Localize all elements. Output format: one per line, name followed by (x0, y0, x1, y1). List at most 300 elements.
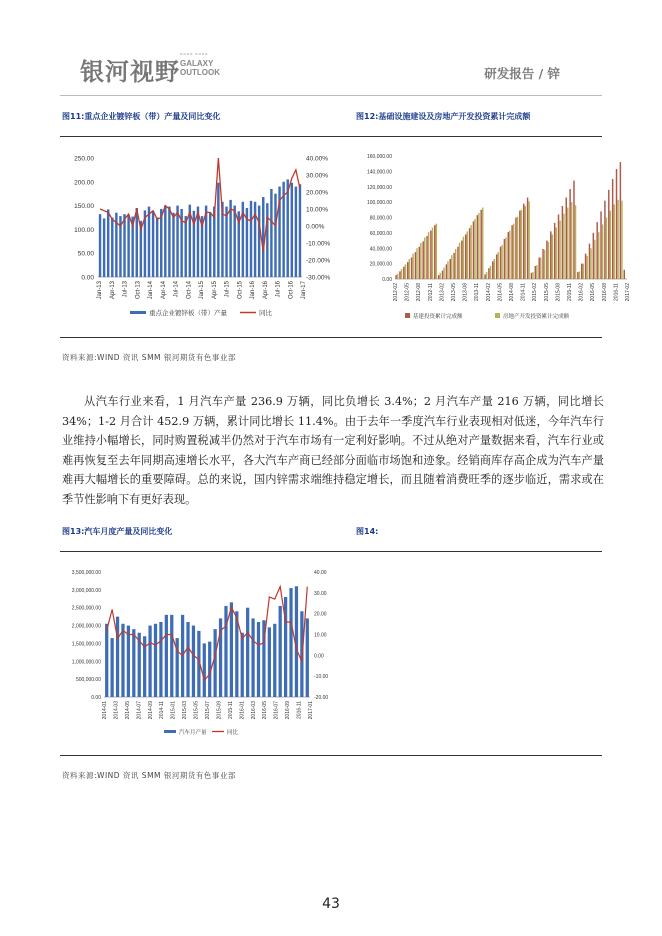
bar-real-estate (548, 242, 549, 279)
logo-en-line2: OUTLOOK (180, 68, 220, 77)
bar-real-estate (420, 243, 421, 279)
x-tick-label: Oct-15 (237, 281, 244, 300)
galaxy-outlook-logo (80, 52, 220, 87)
x-tick-label: 2016-07 (273, 701, 280, 720)
bar (230, 602, 233, 697)
bar (251, 618, 254, 697)
y-left-tick-label: 100.00 (74, 226, 94, 234)
bar (184, 216, 186, 277)
x-tick-label: 2015-03 (182, 701, 189, 720)
bar (136, 208, 138, 277)
y-right-tick-label: 20.00% (306, 189, 329, 197)
bar-real-estate (497, 252, 498, 279)
x-tick-label: Apr-14 (160, 281, 167, 300)
bar (217, 183, 219, 277)
bar-real-estate (401, 269, 402, 279)
bar-infrastructure (434, 225, 435, 279)
bar (121, 624, 124, 697)
y-left-tick-label: 1,000,000.00 (71, 659, 101, 666)
legend-label: 同比 (227, 730, 239, 736)
y-tick-label: 100,000.00 (366, 200, 392, 207)
bar (123, 214, 125, 277)
bar-infrastructure (508, 232, 509, 279)
fig-top-rule-1 (60, 136, 602, 137)
bar-infrastructure (535, 266, 536, 279)
bar-infrastructure (473, 221, 474, 279)
bar-real-estate (590, 248, 591, 279)
bar-infrastructure (527, 198, 528, 279)
bar-infrastructure (480, 210, 481, 279)
x-tick-label: 2016-11 (296, 701, 303, 719)
y-left-tick-label: 3,000,000.00 (71, 587, 101, 594)
bar-infrastructure (612, 179, 613, 279)
bar-real-estate (505, 237, 506, 279)
bar (186, 622, 189, 697)
y-right-tick-label: 0.00% (306, 223, 325, 231)
bar-infrastructure (450, 259, 451, 279)
bar-real-estate (513, 224, 514, 279)
x-tick-label: 2017-01 (308, 701, 314, 720)
bar (105, 624, 108, 697)
legend-label: 重点企业镀锌板（带）产量 (149, 310, 227, 317)
y-left-tick-label: 2,500,000.00 (71, 605, 101, 612)
bar-infrastructure (604, 201, 605, 279)
bar-infrastructure (504, 239, 505, 279)
bar-real-estate (501, 245, 502, 279)
y-right-tick-label: -20.00 (314, 695, 329, 701)
bar-infrastructure (589, 244, 590, 279)
fig-bottom-rule-2 (60, 755, 602, 756)
bar-infrastructure (453, 253, 454, 279)
x-tick-label: Jan-14 (148, 281, 154, 300)
bar-real-estate (563, 214, 564, 279)
bar (111, 638, 114, 697)
bar (279, 606, 282, 697)
legend-swatch-bar (130, 311, 146, 314)
bar (107, 209, 109, 277)
bar (168, 207, 170, 277)
x-tick-label: 2015-05 (543, 283, 550, 302)
legend-swatch-infrastructure (405, 313, 410, 318)
y-left-tick-label: 50.00 (77, 250, 94, 258)
bar-infrastructure (403, 267, 404, 279)
x-tick-label: Jan-13 (97, 281, 103, 300)
bar-real-estate (521, 210, 522, 279)
report-type: 研发报告 / 锌 (484, 66, 560, 81)
x-tick-label: 2014-11 (520, 283, 527, 301)
bar-infrastructure (616, 169, 617, 279)
fig13-title: 图13:汽车月度产量及同比变化 (62, 527, 173, 536)
y-right-tick-label: 10.00% (306, 206, 329, 214)
bar-real-estate (617, 200, 618, 279)
bar-infrastructure (407, 262, 408, 279)
bar-real-estate (552, 234, 553, 279)
x-tick-label: 2012-08 (416, 283, 423, 302)
header-divider (60, 95, 602, 96)
y-tick-label: 140,000.00 (366, 169, 392, 176)
bar (268, 627, 271, 697)
y-left-tick-label: 1,500,000.00 (71, 641, 101, 648)
x-tick-label: 2016-05 (262, 701, 269, 720)
bar-infrastructure (566, 198, 567, 279)
bar (250, 201, 252, 277)
bar (266, 203, 268, 277)
bar (306, 618, 309, 697)
bar-real-estate (610, 211, 611, 279)
bar (156, 218, 158, 278)
bar (274, 194, 276, 277)
bar-real-estate (567, 208, 568, 279)
bar-infrastructure (426, 236, 427, 279)
bar-real-estate (412, 254, 413, 279)
logo-en-line1: GALAXY (180, 59, 214, 68)
x-tick-label: 2016-03 (250, 701, 257, 720)
y-right-tick-label: -20.00% (306, 257, 331, 265)
bar-infrastructure (620, 162, 621, 279)
bar-infrastructure (554, 223, 555, 279)
bar (257, 622, 260, 697)
x-tick-label: Jul-15 (224, 281, 231, 298)
bar-infrastructure (438, 275, 439, 279)
x-tick-label: 2015-05 (193, 701, 200, 720)
bar (99, 214, 101, 277)
bar (224, 606, 227, 697)
bar-real-estate (621, 201, 622, 279)
bar-infrastructure (523, 204, 524, 279)
bar-infrastructure (492, 261, 493, 279)
x-tick-label: 2012-02 (393, 283, 399, 302)
bar-real-estate (544, 250, 545, 279)
bar-real-estate (463, 237, 464, 279)
y-right-tick-label: 10.00 (314, 632, 327, 639)
bar-infrastructure (511, 225, 512, 279)
x-tick-label: Jan-15 (199, 281, 205, 300)
bar-infrastructure (624, 270, 625, 279)
bar (270, 189, 272, 277)
bar-infrastructure (465, 234, 466, 279)
bar-real-estate (447, 261, 448, 279)
bar (258, 206, 260, 277)
x-tick-label: 2014-08 (509, 283, 515, 302)
bar-real-estate (583, 264, 584, 279)
bar-infrastructure (515, 218, 516, 280)
bar-real-estate (467, 231, 468, 279)
bar-real-estate (397, 274, 398, 279)
bar (192, 626, 195, 697)
bar-real-estate (579, 271, 580, 279)
bar-infrastructure (469, 228, 470, 279)
x-tick-label: Oct-16 (288, 281, 295, 300)
yoy-line (107, 587, 308, 681)
bar-real-estate (474, 219, 475, 279)
x-tick-label: 2015-09 (216, 701, 223, 720)
x-tick-label: 2017-02 (625, 283, 631, 302)
x-tick-label: 2014-11 (159, 701, 166, 719)
y-right-tick-label: 30.00% (306, 172, 329, 180)
x-tick-label: Oct-13 (135, 281, 142, 300)
fig11-title: 图11:重点企业镀锌板（带）产量及同比变化 (62, 112, 221, 121)
x-tick-label: 2016-05 (590, 283, 597, 302)
x-tick-label: 2015-02 (532, 283, 539, 302)
bar-real-estate (436, 224, 437, 279)
bar (233, 206, 235, 277)
bar-real-estate (416, 248, 417, 279)
x-tick-label: Jan-17 (301, 281, 307, 300)
bar-real-estate (478, 213, 479, 279)
bar-infrastructure (593, 233, 594, 279)
x-tick-label: 2016-11 (613, 283, 620, 301)
bar (246, 608, 249, 697)
bar-real-estate (459, 243, 460, 279)
legend-label: 同比 (259, 310, 272, 317)
y-left-tick-label: 0.00 (81, 274, 94, 282)
bar (154, 624, 157, 697)
y-right-tick-label: 40.00 (314, 570, 327, 576)
y-left-tick-label: 2,000,000.00 (71, 623, 101, 630)
bar-real-estate (594, 240, 595, 279)
bar-real-estate (555, 227, 556, 279)
bar (176, 206, 178, 277)
bar-infrastructure (415, 252, 416, 279)
x-tick-label: Apr-16 (262, 281, 269, 300)
bar-infrastructure (608, 190, 609, 279)
chart-fig11-galvanized-sheet (60, 148, 350, 328)
source-note-2: 资料来源:WIND 资讯 SMM 银河期货有色事业部 (62, 771, 236, 780)
bar (273, 624, 276, 697)
y-right-tick-label: -10.00% (306, 240, 331, 248)
logo-chinese: 银河视野 (80, 58, 180, 86)
bar-real-estate (606, 218, 607, 280)
bar-real-estate (528, 201, 529, 279)
bar (127, 215, 129, 277)
y-tick-label: 80,000.00 (369, 215, 392, 222)
y-tick-label: 40,000.00 (369, 246, 392, 253)
bar (111, 218, 113, 278)
bar (160, 209, 162, 277)
bar (148, 626, 151, 697)
bar-infrastructure (419, 247, 420, 279)
bar (116, 617, 119, 697)
bar-infrastructure (496, 254, 497, 279)
x-tick-label: Jan-16 (250, 281, 256, 300)
legend-label: 汽车月产量 (179, 730, 207, 736)
x-tick-label: 2016-09 (285, 701, 292, 720)
legend-swatch-real-estate (495, 313, 500, 318)
bar-infrastructure (558, 214, 559, 279)
bar-infrastructure (546, 241, 547, 279)
bar-infrastructure (488, 268, 489, 279)
x-tick-label: 2014-01 (102, 701, 108, 720)
fig-top-rule-2 (60, 551, 602, 552)
bar (159, 622, 162, 697)
bar (209, 213, 211, 277)
bar-real-estate (509, 231, 510, 279)
bar-infrastructure (411, 257, 412, 279)
bar-real-estate (532, 272, 533, 279)
bar-infrastructure (461, 241, 462, 279)
logo-english (180, 50, 220, 77)
bar-real-estate (409, 259, 410, 279)
bar-real-estate (540, 257, 541, 279)
bar-infrastructure (600, 211, 601, 279)
bar-infrastructure (562, 206, 563, 279)
yoy-line (100, 158, 300, 252)
bar (299, 184, 301, 277)
fig-bottom-rule-1 (60, 337, 602, 338)
y-left-tick-label: 200.00 (74, 179, 94, 187)
bar (286, 179, 288, 277)
bar-real-estate (602, 224, 603, 279)
bar-infrastructure (550, 231, 551, 279)
x-tick-label: 2012-05 (404, 283, 411, 302)
y-right-tick-label: 0.00 (314, 653, 324, 660)
y-tick-label: 120,000.00 (366, 184, 392, 191)
bar (132, 629, 135, 697)
bar-real-estate (428, 232, 429, 279)
y-right-tick-label: 40.00% (306, 155, 329, 163)
bar-real-estate (613, 204, 614, 279)
bar-infrastructure (477, 215, 478, 279)
bar (203, 643, 206, 697)
x-tick-label: 2015-11 (567, 283, 573, 301)
bar-real-estate (559, 221, 560, 279)
bar-real-estate (571, 202, 572, 279)
bar-infrastructure (596, 222, 597, 279)
bar-infrastructure (457, 247, 458, 279)
y-left-tick-label: 500,000.00 (75, 677, 101, 684)
bar-infrastructure (519, 211, 520, 279)
bar-infrastructure (484, 274, 485, 279)
bar-infrastructure (573, 181, 574, 279)
x-tick-label: 2016-08 (601, 283, 608, 302)
x-tick-label: 2014-03 (113, 701, 120, 720)
bar-real-estate (494, 259, 495, 279)
bar-infrastructure (422, 241, 423, 279)
legend-label: 基建投资累计完成额 (413, 314, 463, 320)
logo-tiny-text: OOOO OOOO (180, 52, 209, 56)
bar (214, 629, 217, 697)
fig12-title: 图12:基础设施建设及房地产开发投资累计完成额 (356, 112, 531, 121)
x-tick-label: 2014-09 (147, 701, 154, 720)
x-tick-label: 2013-11 (474, 283, 481, 301)
chart-fig12-investment (355, 148, 635, 328)
x-tick-label: 2014-02 (485, 283, 492, 302)
y-tick-label: 0.00 (382, 277, 392, 283)
bar (152, 211, 154, 277)
bar-real-estate (525, 206, 526, 279)
y-tick-label: 160,000.00 (366, 154, 392, 160)
y-right-tick-label: -30.00% (306, 274, 331, 282)
bar-infrastructure (538, 257, 539, 279)
y-tick-label: 60,000.00 (369, 230, 392, 237)
bar-infrastructure (442, 271, 443, 279)
body-paragraph: 从汽车行业来看，1 月汽车产量 236.9 万辆，同比负增长 3.4%；2 月汽车产量 216 万辆，同比增长 34%；1-2 月合计 452.9 万辆，累计同比增长 11.4%。由于去年一季度汽车行业表现相对低迷，今年汽车行业维持小幅增长，同时购置税减半仍然对于汽车市场有一定利好影响。不过从绝对产量数据来看，汽车行业或难再恢复至去年同期高速增长水平，各大汽车产商已经部分面临市场饱和迹象。经销商库存高企成为汽车产量难再大幅增长的重要障碍。总的来说，国内锌需求端维持稳定增长，而且随着消费旺季的逐步临近，需求或在季节性影响下有更好表现。 (62, 395, 604, 506)
bar-real-estate (517, 217, 518, 279)
bar (172, 213, 174, 277)
bar-real-estate (470, 225, 471, 279)
bar (127, 626, 130, 697)
bar-real-estate (586, 256, 587, 279)
bar-infrastructure (399, 271, 400, 279)
y-right-tick-label: 30.00 (314, 590, 327, 597)
bar-real-estate (405, 264, 406, 279)
bar-infrastructure (500, 247, 501, 279)
bar-real-estate (451, 255, 452, 279)
x-tick-label: 2015-01 (170, 701, 177, 720)
x-tick-label: Jul-14 (173, 281, 180, 298)
bar-real-estate (482, 208, 483, 279)
x-tick-label: 2012-11 (427, 283, 434, 301)
y-left-tick-label: 0.00 (91, 695, 101, 701)
x-tick-label: 2014-05 (497, 283, 504, 302)
bar-infrastructure (585, 254, 586, 279)
bar-infrastructure (569, 189, 570, 279)
bar-real-estate (486, 272, 487, 279)
y-right-tick-label: 20.00 (314, 611, 327, 618)
x-tick-label: 2016-02 (578, 283, 585, 302)
x-tick-label: 2014-05 (124, 701, 131, 720)
bar (170, 615, 173, 697)
fig14-title: 图14: (356, 527, 379, 536)
bar-real-estate (424, 237, 425, 279)
bar-real-estate (455, 249, 456, 279)
x-tick-label: 2013-02 (439, 283, 446, 302)
x-tick-label: Apr-15 (211, 281, 218, 300)
bar (291, 183, 293, 277)
y-tick-label: 20,000.00 (369, 261, 392, 268)
bar-real-estate (575, 205, 576, 279)
bar (164, 206, 166, 277)
bar (241, 633, 244, 697)
bar (289, 588, 292, 697)
bar-infrastructure (395, 275, 396, 279)
bar (225, 207, 227, 277)
bar-real-estate (432, 227, 433, 279)
y-left-tick-label: 150.00 (74, 203, 94, 211)
y-right-tick-label: -10.00 (314, 674, 329, 681)
bar-infrastructure (581, 264, 582, 279)
bar-infrastructure (531, 273, 532, 279)
bar (295, 187, 297, 277)
x-tick-label: Jul-16 (275, 281, 282, 298)
x-tick-label: 2015-11 (227, 701, 234, 719)
bar-infrastructure (446, 264, 447, 279)
bar (262, 197, 264, 277)
bar (148, 207, 150, 277)
bar-real-estate (490, 266, 491, 279)
bar (165, 615, 168, 697)
x-tick-label: 2015-08 (555, 283, 562, 302)
legend-swatch-bar (164, 730, 176, 733)
x-tick-label: Jul-13 (122, 281, 129, 298)
bar-real-estate (443, 267, 444, 279)
x-tick-label: 2013-05 (451, 283, 457, 302)
bar-real-estate (598, 232, 599, 279)
x-tick-label: 2016-01 (239, 701, 246, 720)
bar-real-estate (536, 265, 537, 279)
x-tick-label: 2013-08 (462, 283, 469, 302)
bar (103, 218, 105, 277)
bar-infrastructure (577, 272, 578, 279)
bar-real-estate (439, 273, 440, 279)
y-left-tick-label: 3,500,000.00 (71, 570, 101, 576)
page-number: 43 (322, 896, 340, 912)
x-tick-label: 2014-07 (136, 701, 143, 720)
legend-label: 房地产开发投资累计完成额 (503, 314, 570, 320)
y-left-tick-label: 250.00 (74, 155, 94, 163)
x-tick-label: Oct-14 (186, 281, 193, 300)
x-tick-label: Apr-13 (109, 281, 116, 300)
